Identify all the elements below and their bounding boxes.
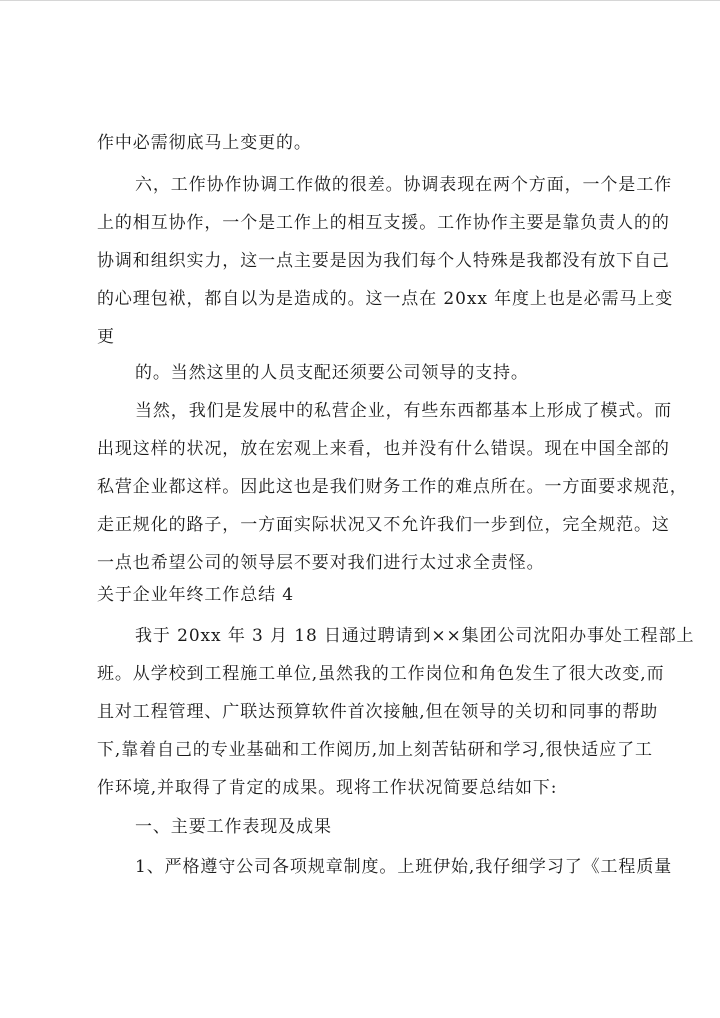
text-line: 下,靠着自己的专业基础和工作阅历,加上刻苦钻研和学习,很快适应了工 [97, 740, 653, 760]
text-line: 六，工作协作协调工作做的很差。协调表现在两个方面，一个是工作 [135, 175, 672, 195]
paragraph-3 [97, 358, 643, 388]
text-line: 更 [97, 327, 115, 347]
paragraph-7 [97, 852, 673, 882]
text-line: 当然，我们是发展中的私营企业，有些东西都基本上形成了模式。而 [135, 401, 672, 421]
text-line: 一点也希望公司的领导层不要对我们进行太过求全责怪。 [97, 553, 545, 573]
text-line: 私营企业都这样。因此这也是我们财务工作的难点所在。一方面要求规范， [97, 477, 688, 497]
text-line: 作环境,并取得了肯定的成果。现将工作状况简要总结如下: [97, 778, 558, 798]
text-line: 的心理包袱，都自以为是造成的。这一点在 20xx 年度上也是必需马上变 [97, 289, 674, 309]
text-line: 的。当然这里的人员支配还须要公司领导的支持。 [135, 363, 529, 383]
section-heading: 关于企业年终工作总结 4 [97, 585, 295, 605]
paragraph-2 [97, 170, 674, 352]
paragraph-1 [97, 128, 643, 158]
text-line: 出现这样的状况，放在宏观上来看，也并没有什么错误。现在中国全部的 [97, 439, 670, 459]
text-line: 协调和组织实力，这一点主要是因为我们每个人特殊是我都没有放下自己 [97, 251, 670, 271]
text-line: 作中必需彻底马上变更的。 [97, 133, 312, 153]
paragraph-6 [97, 812, 643, 842]
paragraph-5 [97, 621, 695, 803]
paragraph-4 [97, 396, 688, 578]
text-line: 一、主要工作表现及成果 [135, 817, 332, 837]
text-line: 走正规化的路子，一方面实际状况又不允许我们一步到位，完全规范。这 [97, 515, 670, 535]
text-line: 1、严格遵守公司各项规章制度。上班伊始,我仔细学习了《工程质量 [135, 857, 673, 877]
text-line: 班。从学校到工程施工单位,虽然我的工作岗位和角色发生了很大改变,而 [97, 664, 665, 684]
top-border [0, 0, 720, 1]
text-line: 我于 20xx 年 3 月 18 日通过聘请到××集团公司沈阳办事处工程部上 [135, 626, 695, 646]
text-line: 且对工程管理、广联达预算软件首次接触,但在领导的关切和同事的帮助 [97, 702, 659, 722]
text-line: 上的相互协作，一个是工作上的相互支援。工作协作主要是靠负责人的的 [97, 213, 670, 233]
